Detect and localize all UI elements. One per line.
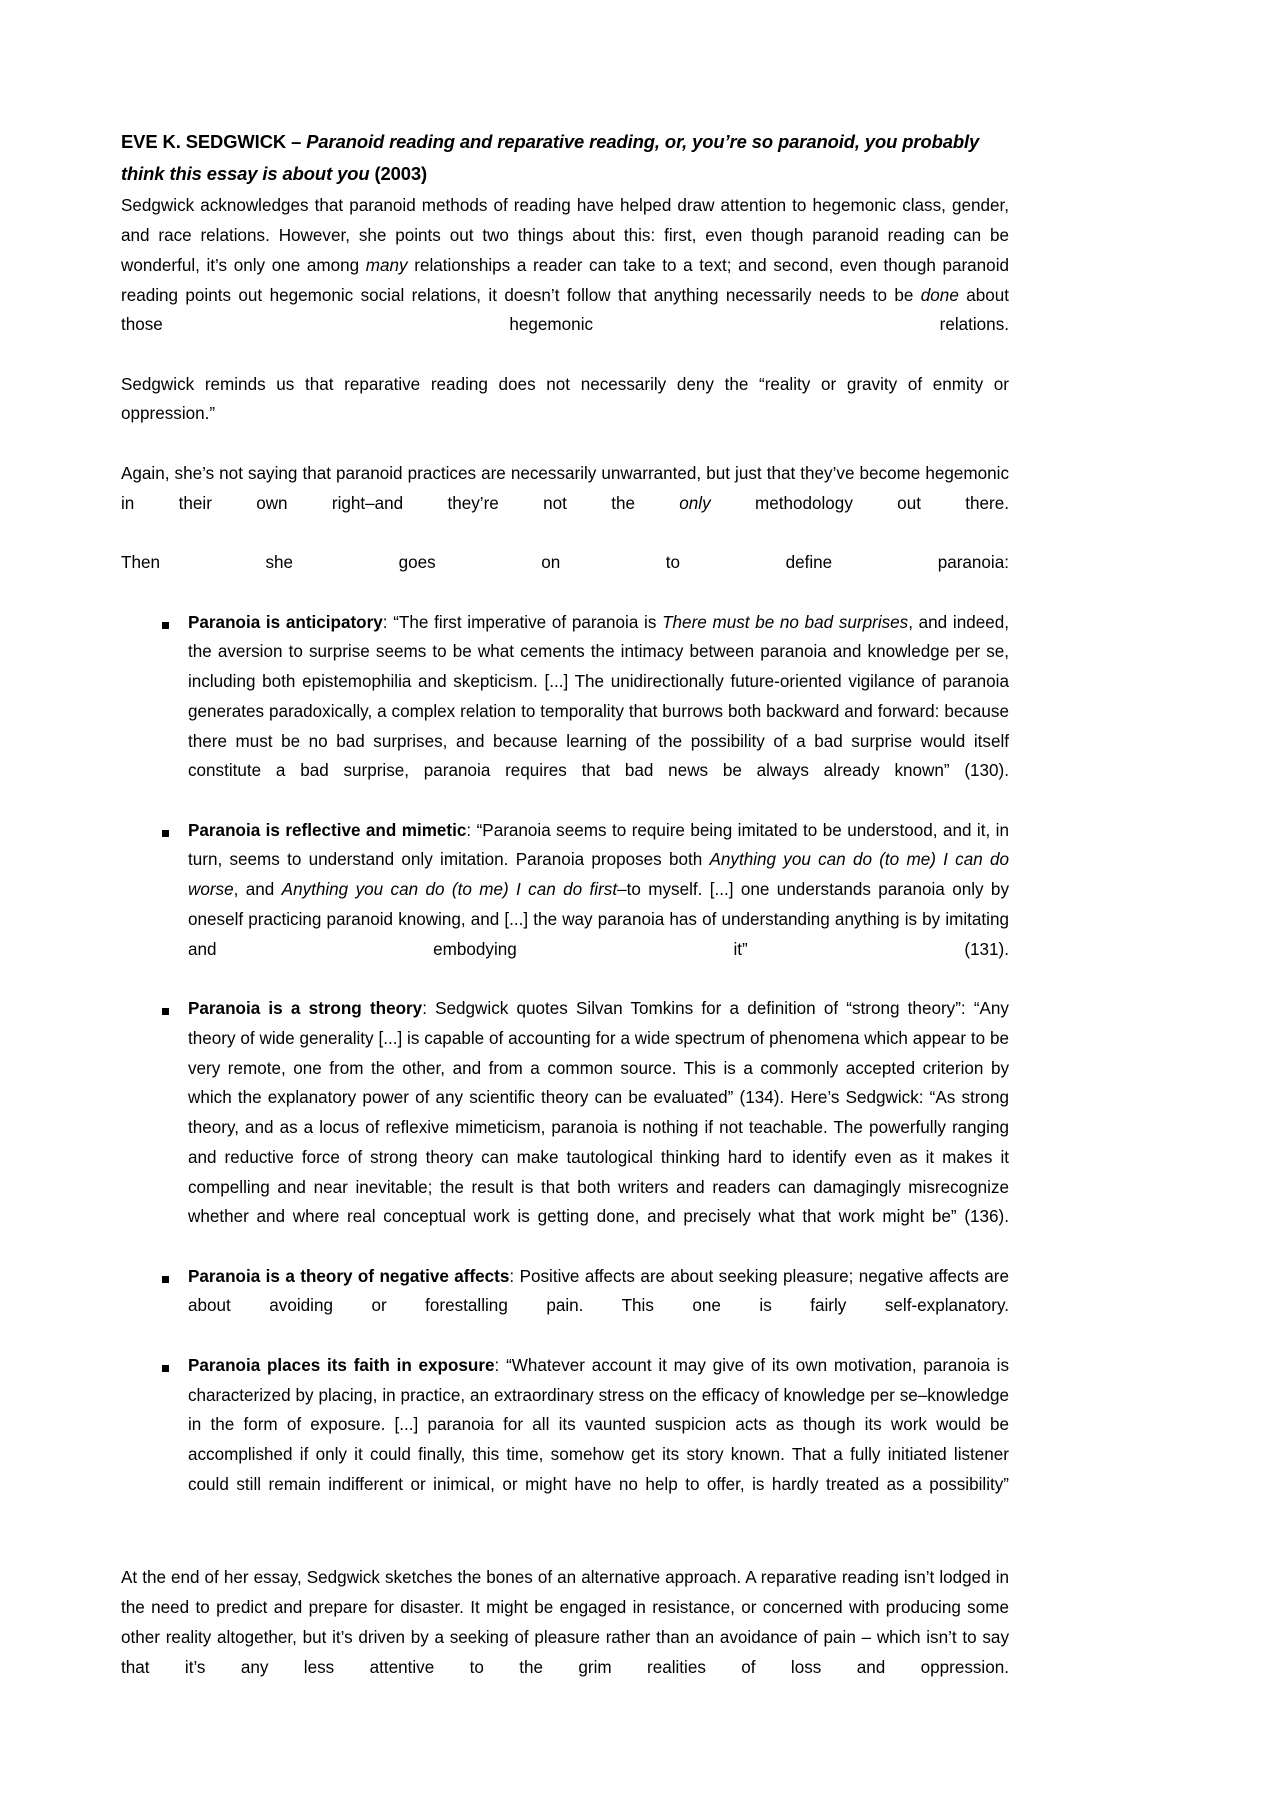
emphasis-text: many (365, 255, 408, 275)
body-text: : Positive affects are about seeking pleasure; negative affects are about avoiding or forestalling pain. This one is fairly self-explanatory. (188, 1266, 1010, 1316)
list-item (121, 994, 1009, 1262)
body-text: relationships a reader can take to a text; and second, even though paranoid reading points out hegemonic social relations, it doesn’t follow that anything necessarily needs to be (121, 255, 1009, 305)
emphasis-text: There must be no bad surprises (662, 612, 909, 632)
emphasis-text: only (679, 493, 711, 513)
body-text: , and (233, 880, 282, 900)
body-text: At the end of her essay, Sedgwick sketches the bones of an alternative approach. A reparative reading isn’t lodged in the need to predict and prepare for disaster. It might be engaged in resistance, or concerned with producing some other reality altogether, but it’s driven by a seeking of pleasure rather than an avoidance of pain – which isn’t to say that it’s any less attentive to the grim realities of loss and oppression. (121, 1568, 1009, 1677)
body-text: : “Paranoia seems to require being imitated to be understood, and it, in turn, seems to understand only imitation. Paranoia proposes both (188, 820, 1009, 870)
title-year: (2003) (369, 162, 428, 184)
list-item (121, 1262, 1009, 1351)
body-paragraph (121, 548, 1009, 607)
emphasis-text: done (920, 285, 959, 305)
square-bullet-icon (162, 1365, 169, 1372)
title-work: Paranoid reading and reparative reading, or, you’re so paranoid, you probably think this essay is about you (121, 131, 980, 184)
square-bullet-icon (162, 622, 169, 629)
square-bullet-icon (162, 1008, 169, 1015)
body-text: Sedgwick acknowledges that paranoid methods of reading have helped draw attention to hegemonic class, gender, and race relations. However, she points out two things about this: first, even though paranoid reading can be wonderful, it’s only one among (121, 196, 1009, 275)
body-text: about those hegemonic relations. (121, 285, 1009, 335)
body-text: : Sedgwick quotes Silvan Tomkins for a definition of “strong theory”: “Any theory of wide generality [...] is capable of accounting for a wide spectrum of phenomena which appear to be very remote, one from the other, and from a common source. This is a commonly accepted criterion by which the explanatory power of any scientific theory can be evaluated” (134). Here’s Sedgwick: “As strong theory, and as a locus of reflexive mimeticism, paranoia is nothing if not teachable. The powerfully ranging and reductive force of strong theory can make tautological thinking hard to identify even as it makes it compelling and near inevitable; the result is that both writers and readers can damagingly misrecognize whether and where real conceptual work is getting done, and precisely what that work might be” (136). (188, 999, 1009, 1227)
emphasis-text: Anything you can do (to me) I can do first (281, 880, 618, 900)
body-text: : “Whatever account it may give of its own motivation, paranoia is characterized by placing, in practice, an extraordinary stress on the efficacy of knowledge per se–knowledge in the form of exposure. [...] paranoia for all its vaunted suspicion acts as though its work would be accomplished if only it could finally, this time, somehow get its story known. That a fully initiated listener could still remain indifferent or inimical, or might have no help to offer, is hardly treated as a possibility” (188, 1355, 1009, 1494)
bullet-lead-in: Paranoia is a theory of negative affects (188, 1266, 510, 1286)
body-paragraph (121, 191, 1009, 369)
body-text: –to myself. [...] one understands paranoia only by oneself practicing paranoid knowing, and [...] the way paranoia has of understanding anything is by imitating and embodying it” (131). (188, 880, 1009, 959)
paranoia-definition-list (121, 608, 1009, 1530)
body-text: Again, she’s not saying that paranoid practices are necessarily unwarranted, but just that they’ve become hegemonic in their own right–and they’re not the (121, 463, 1009, 513)
body-paragraph (121, 459, 1009, 548)
bullet-lead-in: Paranoia is reflective and mimetic (188, 820, 467, 840)
body-text: , and indeed, the aversion to surprise seems to be what cements the intimacy between paranoia and knowledge per se, including both epistemophilia and skepticism. [...] The unidirectionally future-oriented vigilance of paranoia generates paradoxically, a complex relation to temporality that burrows both backward and forward: because there must be no bad surprises, and because learning of the possibility of a bad surprise would itself constitute a bad surprise, paranoia requires that bad news be always already known” (130). (188, 612, 1009, 781)
body-text: Sedgwick reminds us that reparative reading does not necessarily deny the “reality or gravity of enmity or oppression.” (121, 374, 1009, 424)
title-author: EVE K. SEDGWICK – (121, 131, 307, 152)
body-text: Then she goes on to define paranoia: (121, 553, 1009, 573)
list-item (121, 1351, 1009, 1529)
closing-paragraph (121, 1563, 1009, 1712)
bullet-lead-in: Paranoia is a strong theory (188, 999, 423, 1019)
body-text: : “The first imperative of paranoia is (382, 612, 663, 632)
emphasis-text: Anything you can do (to me) I can do worse (188, 850, 1010, 900)
list-item (121, 608, 1009, 816)
body-text: methodology out there. (710, 493, 1009, 513)
page-title (121, 126, 1009, 189)
square-bullet-icon (162, 1276, 169, 1283)
paragraph-list (121, 191, 1009, 607)
bullet-lead-in: Paranoia places its faith in exposure (188, 1355, 495, 1375)
bullet-lead-in: Paranoia is anticipatory (188, 612, 383, 632)
document-body (121, 126, 1009, 1712)
section-spacer (121, 1529, 1009, 1563)
list-item (121, 816, 1009, 994)
body-paragraph (121, 370, 1009, 459)
square-bullet-icon (162, 830, 169, 837)
